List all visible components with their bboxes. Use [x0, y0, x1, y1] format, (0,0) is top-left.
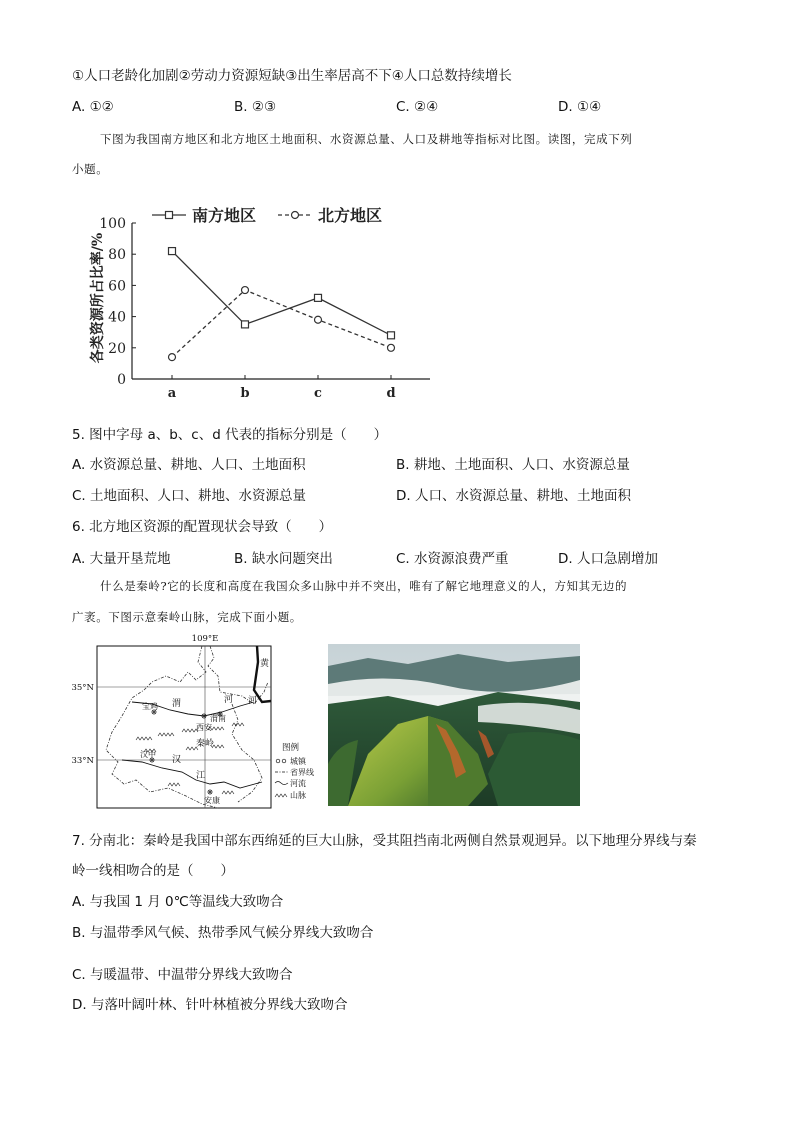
legend-label-north: 北方地区 [318, 206, 383, 225]
x-tick-label: a [167, 386, 177, 401]
y-axis-label: 各类资源所占比率/% [90, 232, 106, 364]
city-weinan: 渭南 [210, 714, 226, 723]
x-tick-label: b [240, 386, 250, 401]
q7-option-d[interactable]: D. 与落叶阔叶林、针叶林植被分界线大致吻合 [72, 997, 348, 1013]
q7-option-c[interactable]: C. 与暖温带、中温带分界线大致吻合 [72, 967, 293, 983]
y-tick-label: 0 [117, 372, 126, 388]
river-label-he-1: 河 [248, 696, 258, 706]
data-point-north-c [315, 316, 322, 323]
q6-option-b[interactable]: B. 缺水问题突出 [234, 551, 333, 567]
city-baoji: 宝鸡 [142, 702, 158, 711]
legend-label-south: 南方地区 [192, 206, 257, 225]
q4-option-b[interactable]: B. ②③ [234, 99, 277, 115]
data-point-south-c [315, 294, 322, 301]
intro1-line1: 下图为我国南方地区和北方地区土地面积、水资源总量、人口及耕地等指标对比图。读图，完成下列 [100, 132, 633, 146]
intro1-line2: 小题。 [72, 162, 109, 176]
data-point-north-d [388, 344, 395, 351]
legend-marker-south [166, 212, 173, 219]
y-tick-label: 80 [108, 247, 126, 264]
map-legend-title: 图例 [282, 743, 300, 753]
river-label-he-2: 河 [224, 695, 234, 705]
y-tick-label: 60 [108, 278, 126, 295]
map-legend-city: 城镇 [290, 757, 306, 766]
river-label-han: 汉 [172, 755, 182, 765]
y-tick-label: 40 [108, 309, 126, 326]
y-tick-label: 100 [99, 216, 126, 232]
legend-mountain-symbol [275, 794, 287, 797]
q5-option-a[interactable]: A. 水资源总量、耕地、人口、土地面积 [72, 457, 306, 473]
series-line-north [172, 290, 391, 357]
q7-stem-line1: 7. 分南北：秦岭是我国中部东西绵延的巨大山脉，受其阻挡南北两侧自然景观迥异。以下地理分界线与秦 [72, 833, 697, 849]
map-longitude-label: 109°E [191, 634, 219, 644]
river-label-huang: 黄 [260, 659, 270, 669]
q4-option-a[interactable]: A. ①② [72, 99, 114, 115]
data-point-south-b [242, 321, 249, 328]
map-lat-35-label: 35°N [71, 683, 94, 693]
q6-option-c[interactable]: C. 水资源浪费严重 [396, 551, 509, 567]
intro2-line1: 什么是秦岭?它的长度和高度在我国众多山脉中并不突出，唯有了解它地理意义的人，方知其无边的 [100, 579, 628, 593]
data-point-south-d [388, 332, 395, 339]
q5-stem: 5. 图中字母 a、b、c、d 代表的指标分别是（ ） [72, 427, 388, 443]
mountain-qinling: 秦岭 [196, 739, 215, 749]
data-point-north-b [242, 287, 249, 294]
map-lat-33-label: 33°N [71, 756, 94, 766]
x-tick-label: c [314, 386, 322, 401]
q4-option-d[interactable]: D. ①④ [558, 99, 602, 115]
legend-marker-north [292, 212, 299, 219]
q5-option-c[interactable]: C. 土地面积、人口、耕地、水资源总量 [72, 488, 307, 504]
intro2-line2: 广袤。下图示意秦岭山脉，完成下面小题。 [72, 610, 302, 624]
legend-city-symbol [276, 759, 286, 763]
q7-option-b[interactable]: B. 与温带季风气候、热带季风气候分界线大致吻合 [72, 925, 374, 941]
city-xian: 西安 [196, 723, 212, 732]
q6-stem: 6. 北方地区资源的配置现状会导致（ ） [72, 519, 333, 535]
city-ankang: 安康 [204, 796, 220, 805]
data-point-south-a [169, 248, 176, 255]
q7-stem-line2: 岭一线相吻合的是（ ） [72, 863, 234, 879]
q7-option-a[interactable]: A. 与我国 1 月 0℃等温线大致吻合 [72, 894, 284, 910]
series-line-south [172, 251, 391, 335]
x-tick-label: d [386, 386, 396, 401]
legend-river-symbol [275, 782, 288, 785]
resource-comparison-chart [80, 195, 450, 415]
q5-option-b[interactable]: B. 耕地、土地面积、人口、水资源总量 [396, 457, 630, 473]
q6-option-d[interactable]: D. 人口急剧增加 [558, 551, 658, 567]
river-label-wei: 渭 [172, 699, 182, 709]
data-point-north-a [169, 354, 176, 361]
q4-statements: ①人口老龄化加剧②劳动力资源短缺③出生率居高不下④人口总数持续增长 [72, 68, 512, 84]
city-hanzhong: 汉中 [140, 750, 156, 759]
river-label-jiang: 江 [196, 771, 206, 781]
q4-option-c[interactable]: C. ②④ [396, 99, 439, 115]
y-tick-label: 20 [108, 340, 126, 357]
qinling-landscape-photo [328, 644, 580, 806]
q6-option-a[interactable]: A. 大量开垦荒地 [72, 551, 171, 567]
map-legend-river: 河流 [290, 779, 306, 788]
q5-option-d[interactable]: D. 人口、水资源总量、耕地、土地面积 [396, 488, 631, 504]
map-legend-mountain: 山脉 [290, 791, 306, 800]
qinling-map [71, 632, 314, 812]
map-legend-boundary: 省界线 [290, 768, 314, 777]
